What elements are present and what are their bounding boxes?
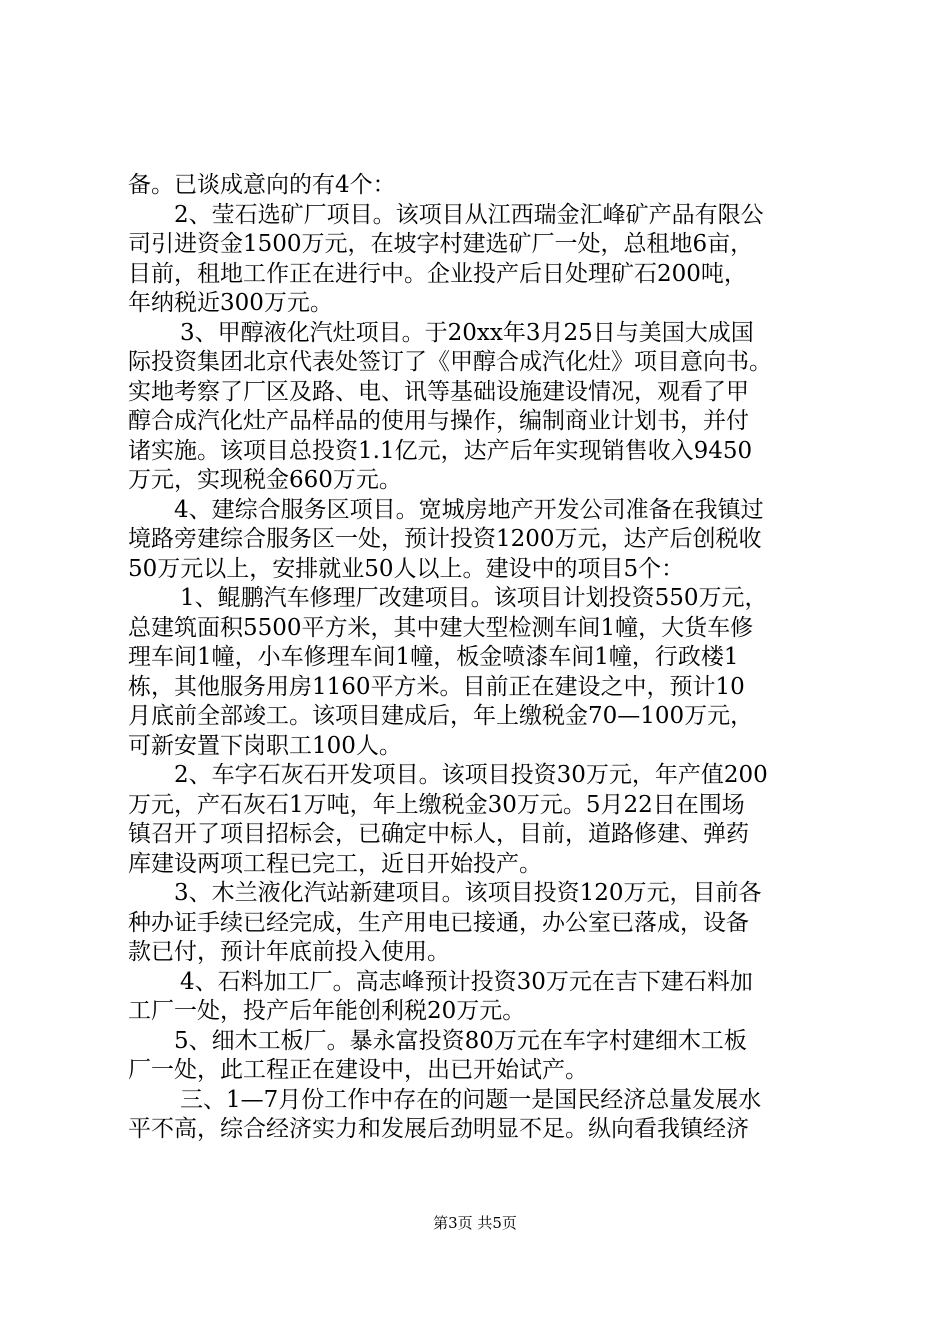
document-body	[128, 171, 833, 1145]
text-line: 5、细木工板厂。暴永富投资80万元在车字村建细木工板	[174, 1027, 747, 1054]
text-line: 诸实施。该项目总投资1.1亿元，达产后年实现销售收入9450	[128, 437, 753, 464]
text-line: 3、木兰液化汽站新建项目。该项目投资120万元，目前各	[174, 880, 762, 906]
text-line: 司引进资金1500万元，在坡字村建选矿厂一处，总租地6亩，	[128, 231, 754, 257]
text-line: 栋，其他服务用房1160平方米。目前正在建设之中，预计10	[128, 673, 745, 700]
text-line: 1、鲲鹏汽车修理厂改建项目。该项目计划投资550万元，	[180, 585, 768, 611]
text-line: 款已付，预计年底前投入使用。	[128, 939, 450, 965]
text-line: 万元，产石灰石1万吨，年上缴税金30万元。5月22日在围场	[128, 791, 745, 818]
text-line: 三、1—7月份工作中存在的问题一是国民经济总量发展水	[180, 1086, 762, 1113]
text-line: 2、莹石选矿厂项目。该项目从江西瑞金汇峰矿产品有限公	[174, 201, 764, 228]
text-line: 万元，实现税金660万元。	[128, 467, 402, 493]
text-line: 50万元以上，安排就业50人以上。建设中的项目5个：	[128, 555, 685, 582]
text-line: 工厂一处，投产后年能创利税20万元。	[128, 998, 526, 1024]
text-line: 可新安置下岗职工100人。	[128, 732, 402, 759]
text-line: 厂一处，此工程正在建设中，出已开始试产。	[128, 1057, 588, 1083]
text-line: 际投资集团北京代表处签订了《甲醇合成汽化灶》项目意向书。	[128, 349, 772, 375]
text-line: 月底前全部竣工。该项目建成后，年上缴税金70—100万元，	[128, 703, 754, 729]
text-line: 4、建综合服务区项目。宽城房地产开发公司准备在我镇过	[174, 496, 764, 523]
text-line: 库建设两项工程已完工，近日开始投产。	[128, 850, 542, 877]
text-line: 平不高，综合经济实力和发展后劲明显不足。纵向看我镇经济	[128, 1116, 749, 1142]
text-line: 3、甲醇液化汽灶项目。于20xx年3月25日与美国大成国	[180, 319, 754, 346]
text-line: 醇合成汽化灶产品样品的使用与操作，编制商业计划书，并付	[128, 408, 749, 434]
text-line: 2、车字石灰石开发项目。该项目投资30万元，年产值200	[174, 762, 768, 788]
text-line: 实地考察了厂区及路、电、讯等基础设施建设情况，观看了甲	[128, 378, 749, 405]
text-line: 镇召开了项目招标会，已确定中标人，目前，道路修建、弹药	[128, 821, 749, 847]
text-line: 总建筑面积5500平方米，其中建大型检测车间1幢，大货车修	[128, 614, 754, 641]
text-line: 4、石料加工厂。高志峰预计投资30万元在吉下建石料加	[180, 968, 753, 995]
text-line: 理车间1幢，小车修理车间1幢，板金喷漆车间1幢，行政楼1	[128, 644, 739, 670]
text-line: 备。已谈成意向的有4个：	[128, 172, 396, 198]
text-line: 目前，租地工作正在进行中。企业投产后日处理矿石200吨，	[128, 260, 747, 287]
text-line: 境路旁建综合服务区一处，预计投资1200万元，达产后创税收	[128, 526, 762, 552]
text-line: 年纳税近300万元。	[128, 290, 333, 316]
page-number-footer: 第3页 共5页	[433, 1214, 517, 1232]
text-line: 种办证手续已经完成，生产用电已接通，办公室已落成，设备	[128, 909, 749, 936]
